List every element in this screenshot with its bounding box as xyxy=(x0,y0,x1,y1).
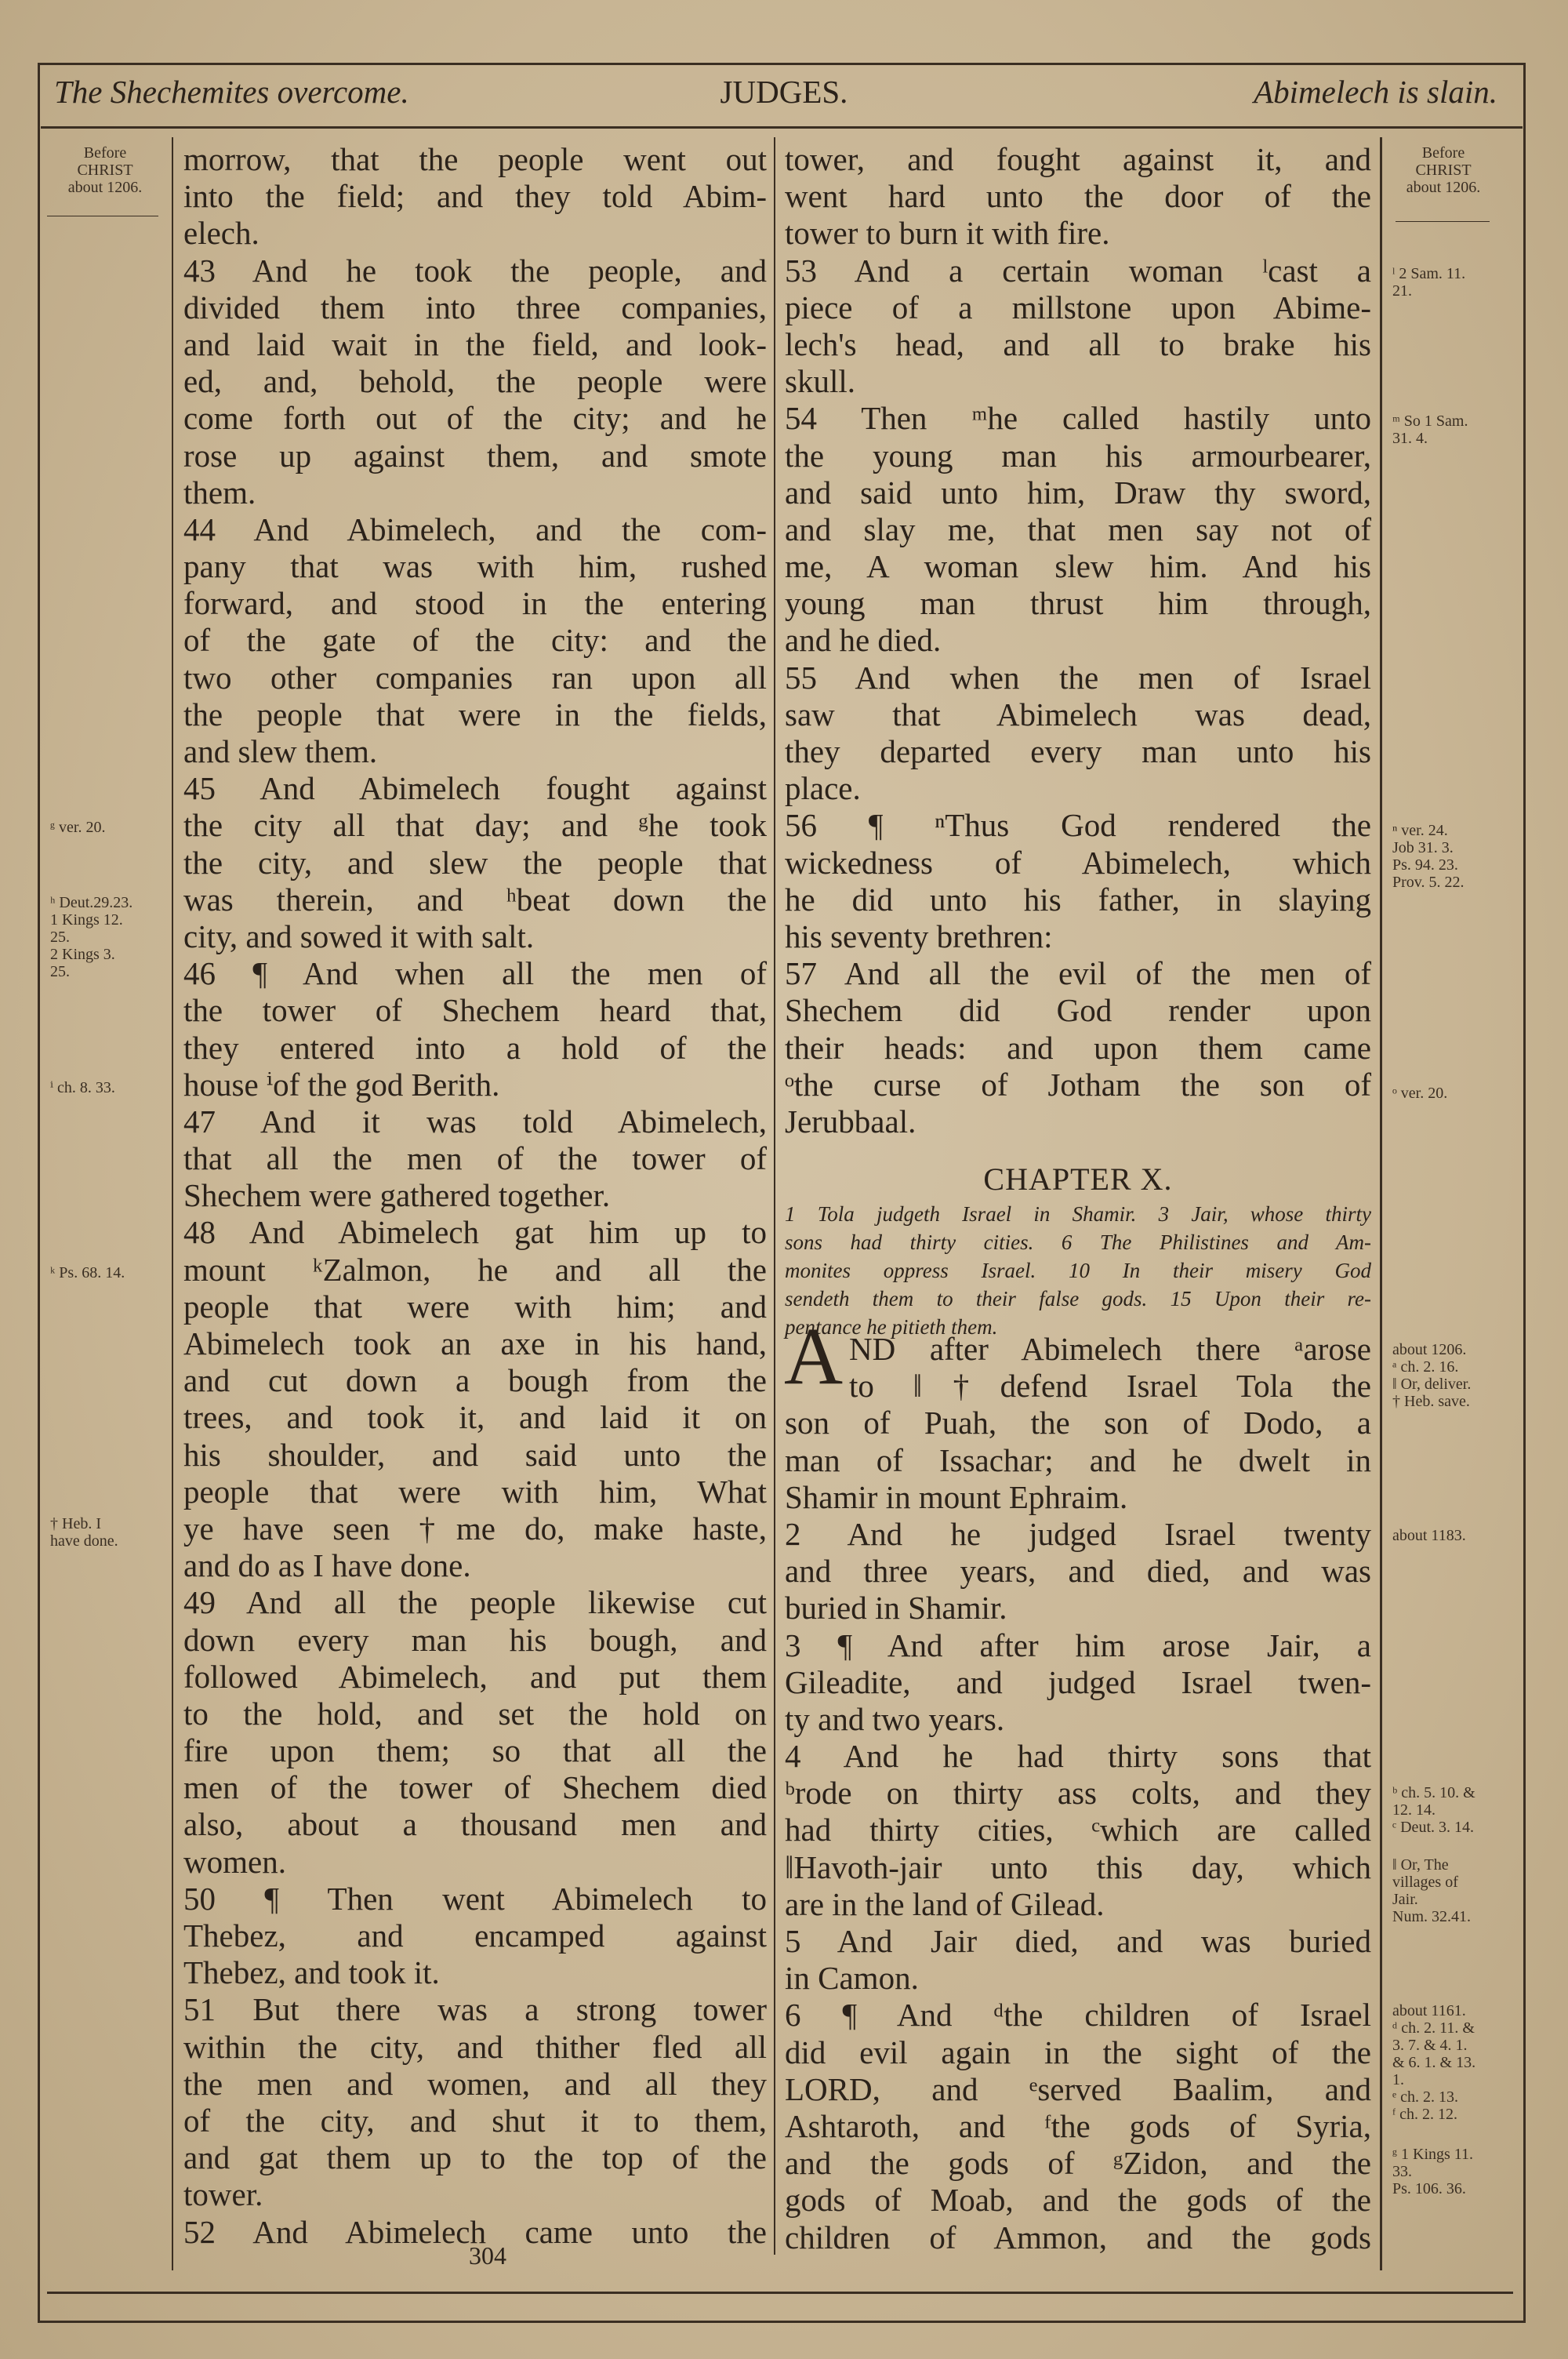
text-line: Shamir in mount Ephraim. xyxy=(785,1478,1128,1515)
margin-note-line: ˡ 2 Sam. 11. xyxy=(1392,265,1466,282)
text-line: the city all that day; and ᵍhe took xyxy=(183,807,767,844)
right-text-column xyxy=(785,141,1371,1140)
margin-note-line: about 1206. xyxy=(1392,1341,1467,1358)
text-line: 55 And when the men of Israel xyxy=(785,659,1371,696)
text-line: 45 And Abimelech fought against xyxy=(183,770,767,807)
margin-note xyxy=(1392,413,1468,447)
text-line: fire upon them; so that all the xyxy=(183,1732,767,1769)
margin-note-line: ᵇ ch. 5. 10. & xyxy=(1392,1784,1475,1801)
margin-note xyxy=(1392,2002,1475,2123)
margin-note-line: Job 31. 3. xyxy=(1392,839,1454,856)
text-line: lech's head, and all to brake his xyxy=(785,325,1371,362)
margin-note xyxy=(1392,1856,1471,1925)
text-line: sendeth them to their false gods. 15 Upon their re- xyxy=(785,1287,1371,1310)
text-line: ty and two years. xyxy=(785,1700,1005,1737)
text-line: the young man his armourbearer, xyxy=(785,437,1371,474)
text-line: 43 And he took the people, and xyxy=(183,252,767,289)
text-line: ND after Abimelech there ᵃarose xyxy=(849,1331,1371,1367)
text-line: his seventy brethren: xyxy=(785,918,1053,954)
text-line: Gileadite, and judged Israel twen- xyxy=(785,1663,1371,1700)
text-line: Jerubbaal. xyxy=(785,1103,916,1140)
text-line: and three years, and died, and was xyxy=(785,1553,1371,1590)
margin-note xyxy=(1392,2146,1473,2197)
text-line: that all the men of the tower of xyxy=(183,1140,767,1177)
text-line: did evil again in the sight of the xyxy=(785,2034,1371,2070)
text-line: 52 And Abimelech came unto the xyxy=(183,2213,767,2250)
margin-note-line: ᵒ ver. 20. xyxy=(1392,1085,1448,1102)
text-line: 53 And a certain woman ˡcast a xyxy=(785,252,1371,289)
text-line: ye have seen †me do, make haste, xyxy=(183,1510,767,1547)
text-line: their heads: and upon them came xyxy=(785,1029,1371,1066)
text-line: 4 And he had thirty sons that xyxy=(785,1738,1371,1775)
margin-note-line: & 6. 1. & 13. xyxy=(1392,2054,1476,2071)
chapter-text xyxy=(785,1331,1371,2256)
text-line: the men and women, and all they xyxy=(183,2065,767,2102)
text-line: ᵒthe curse of Jotham the son of xyxy=(785,1066,1371,1103)
margin-note-line: 1 Kings 12. xyxy=(50,911,123,929)
margin-note-line: ᶜ Deut. 3. 14. xyxy=(1392,1819,1474,1836)
margin-note-line: about 1206. xyxy=(1406,179,1481,196)
margin-note-line: ᵍ ver. 20. xyxy=(50,819,106,836)
margin-note xyxy=(50,819,105,836)
text-line: rose up against them, and smote xyxy=(183,437,767,474)
margin-note-line: 1. xyxy=(1392,2071,1404,2088)
text-line: pentance he pitieth them. xyxy=(785,1315,998,1339)
text-line: 51 But there was a strong tower xyxy=(183,1991,767,2028)
margin-note xyxy=(50,894,132,980)
margin-note-line: 31. 4. xyxy=(1392,430,1428,447)
text-line: had thirty cities, ᶜwhich are called xyxy=(785,1812,1371,1848)
text-line: gods of Moab, and the gods of the xyxy=(785,2182,1371,2219)
margin-note xyxy=(1392,1341,1471,1410)
text-line: and slew them. xyxy=(183,733,378,769)
text-line: elech. xyxy=(183,215,260,252)
text-line: children of Ammon, and the gods xyxy=(785,2219,1371,2255)
margin-note-line: 21. xyxy=(1392,282,1412,300)
margin-note xyxy=(1392,1784,1475,1836)
margin-note-line: Before xyxy=(83,144,127,162)
text-line: 1 Tola judgeth Israel in Shamir. 3 Jair, whose thirty xyxy=(785,1202,1371,1226)
text-line: divided them into three companies, xyxy=(183,289,767,325)
text-line: wickedness of Abimelech, which xyxy=(785,844,1371,881)
text-line: come forth out of the city; and he xyxy=(183,400,767,437)
text-line: son of Puah, the son of Dodo, a xyxy=(785,1405,1371,1441)
text-line: 44 And Abimelech, and the com- xyxy=(183,511,767,547)
text-line: the tower of Shechem heard that, xyxy=(183,992,767,1029)
margin-note-line: ʰ Deut.29.23. xyxy=(50,894,133,911)
text-line: 57 And all the evil of the men of xyxy=(785,955,1371,992)
text-line: Shechem did God render upon xyxy=(785,992,1371,1029)
margin-note-line: 2 Kings 3. xyxy=(50,946,115,963)
right-date-rule xyxy=(1396,221,1490,222)
margin-note-line: about 1161. xyxy=(1392,2002,1466,2019)
text-line: forward, and stood in the entering xyxy=(183,585,767,622)
text-line: LORD, and ᵉserved Baalim, and xyxy=(785,2070,1371,2107)
margin-note-line: CHRIST xyxy=(1415,162,1472,179)
text-line: Ashtaroth, and ᶠthe gods of Syria, xyxy=(785,2107,1371,2144)
text-line: young man thrust him through, xyxy=(785,585,1371,622)
text-line: 54 Then ᵐhe called hastily unto xyxy=(785,400,1371,437)
center-column-rule xyxy=(774,137,775,2255)
text-line: 48 And Abimelech gat him up to xyxy=(183,1214,767,1251)
text-line: and he died. xyxy=(785,622,942,659)
margin-note-line: ⁱ ch. 8. 33. xyxy=(50,1079,115,1096)
text-line: his shoulder, and said unto the xyxy=(183,1436,767,1473)
text-line: saw that Abimelech was dead, xyxy=(785,696,1371,732)
margin-note xyxy=(1392,1085,1447,1102)
text-line: also, about a thousand men and xyxy=(183,1806,767,1843)
text-line: piece of a millstone upon Abime- xyxy=(785,289,1371,325)
text-line: and do as I have done. xyxy=(183,1547,471,1584)
margin-note-line: ᵉ ch. 2. 13. xyxy=(1392,2088,1459,2106)
margin-note-line: villages of xyxy=(1392,1874,1458,1891)
text-line: into the field; and they told Abim- xyxy=(183,178,767,215)
drop-cap: A xyxy=(784,1311,844,1401)
text-line: ᵇrode on thirty ass colts, and they xyxy=(785,1775,1371,1812)
margin-note xyxy=(50,1079,115,1096)
margin-note-line: ᵏ Ps. 68. 14. xyxy=(50,1264,125,1281)
text-line: 47 And it was told Abimelech, xyxy=(183,1103,767,1140)
text-line: 49 And all the people likewise cut xyxy=(183,1584,767,1621)
text-line: 2 And he judged Israel twenty xyxy=(785,1515,1371,1552)
text-line: Thebez, and encamped against xyxy=(183,1917,767,1954)
margin-note-line: ᶠ ch. 2. 12. xyxy=(1392,2106,1458,2123)
right-margin-rule xyxy=(1380,137,1382,2270)
text-line: and laid wait in the field, and look- xyxy=(183,325,767,362)
text-line: trees, and took it, and laid it on xyxy=(183,1399,767,1436)
text-line: the people that were in the fields, xyxy=(183,696,767,732)
text-line: Thebez, and took it. xyxy=(183,1954,440,1991)
header-rule xyxy=(41,126,1523,129)
margin-note xyxy=(50,1515,118,1550)
margin-note-line: 3. 7. & 4. 1. xyxy=(1392,2037,1468,2054)
margin-note-line: 25. xyxy=(50,963,70,980)
chapter-summary xyxy=(785,1200,1371,1341)
text-line: the city, and slew the people that xyxy=(183,844,767,881)
text-line: monites oppress Israel. 10 In their misery God xyxy=(785,1259,1371,1282)
text-line: house ⁱof the god Berith. xyxy=(183,1066,500,1103)
text-line: buried in Shamir. xyxy=(785,1590,1007,1627)
text-line: people that were with him, What xyxy=(183,1473,767,1510)
text-line: city, and sowed it with salt. xyxy=(183,918,535,954)
margin-note-line: Jair. xyxy=(1392,1891,1418,1908)
text-line: and slay me, that men say not of xyxy=(785,511,1371,547)
text-line: was therein, and ʰbeat down the xyxy=(183,881,767,918)
page-number: 304 xyxy=(469,2241,506,2270)
text-line: of the gate of the city: and the xyxy=(183,622,767,659)
running-head-left: The Shechemites overcome. xyxy=(54,74,409,110)
running-head-right: Abimelech is slain. xyxy=(1254,74,1497,110)
margin-note-line: † Heb. I xyxy=(50,1515,101,1532)
margin-note-line: ᵈ ch. 2. 11. & xyxy=(1392,2019,1475,2037)
text-line: 46 ¶ And when all the men of xyxy=(183,955,767,992)
left-margin-rule xyxy=(172,137,173,2270)
text-line: to the hold, and set the hold on xyxy=(183,1695,767,1732)
text-line: pany that was with him, rushed xyxy=(183,548,767,585)
text-line: me, A woman slew him. And his xyxy=(785,548,1371,585)
margin-note-line: 12. 14. xyxy=(1392,1801,1436,1819)
margin-note-line: Before xyxy=(1421,144,1465,162)
text-line: to ‖†defend Israel Tola the xyxy=(849,1368,1371,1405)
text-line: Abimelech took an axe in his hand, xyxy=(183,1325,767,1361)
margin-note xyxy=(1392,1527,1466,1544)
margin-note-line: 25. xyxy=(50,929,70,946)
text-line: 56 ¶ ⁿThus God rendered the xyxy=(785,807,1371,844)
text-line: 5 And Jair died, and was buried xyxy=(785,1923,1371,1959)
margin-note-line: ‖ Or, The xyxy=(1392,1856,1449,1874)
text-line: and gat them up to the top of the xyxy=(183,2139,767,2176)
text-line: and cut down a bough from the xyxy=(183,1362,767,1399)
text-line: down every man his bough, and xyxy=(183,1621,767,1658)
margin-note-line: ‖ Or, deliver. xyxy=(1392,1376,1472,1393)
margin-note-line: Ps. 94. 23. xyxy=(1392,856,1458,874)
text-line: sons had thirty cities. 6 The Philistines and Am- xyxy=(785,1230,1371,1254)
text-line: morrow, that the people went out xyxy=(183,141,767,177)
margin-note-line: ᵐ So 1 Sam. xyxy=(1392,413,1468,430)
chapter-heading: CHAPTER X. xyxy=(983,1161,1173,1197)
margin-note-line: about 1183. xyxy=(1392,1527,1466,1544)
margin-note xyxy=(50,1264,125,1281)
text-line: place. xyxy=(785,770,861,807)
margin-note-line: Num. 32.41. xyxy=(1392,1908,1471,1925)
margin-note-line: about 1206. xyxy=(67,179,143,196)
text-line: man of Issachar; and he dwelt in xyxy=(785,1441,1371,1478)
text-line: ed, and, behold, the people were xyxy=(183,363,767,400)
footer-rule xyxy=(47,2292,1513,2294)
text-line: Shechem were gathered together. xyxy=(183,1177,611,1214)
margin-note-line: have done. xyxy=(50,1532,118,1550)
text-line: and the gods of ᵍZidon, and the xyxy=(785,2145,1371,2182)
margin-note-line: CHRIST xyxy=(77,162,133,179)
margin-note xyxy=(1392,265,1465,300)
margin-note-line: ⁿ ver. 24. xyxy=(1392,822,1448,839)
text-line: them. xyxy=(183,474,256,511)
text-line: two other companies ran upon all xyxy=(183,659,767,696)
text-line: of the city, and shut it to them, xyxy=(183,2102,767,2139)
margin-note-line: † Heb. save. xyxy=(1392,1393,1470,1410)
margin-note xyxy=(50,144,160,196)
text-line: ‖Havoth-jair unto this day, which xyxy=(785,1848,1371,1885)
margin-note-line: 33. xyxy=(1392,2163,1412,2180)
margin-note xyxy=(1392,144,1494,196)
text-line: 3 ¶ And after him arose Jair, a xyxy=(785,1627,1371,1663)
text-line: they departed every man unto his xyxy=(785,733,1371,769)
margin-note xyxy=(1392,822,1464,891)
text-line: mount ᵏZalmon, he and all the xyxy=(183,1251,767,1288)
text-line: tower, and fought against it, and xyxy=(785,141,1371,177)
text-line: they entered into a hold of the xyxy=(183,1029,767,1066)
text-line: in Camon. xyxy=(785,1960,919,1997)
running-head-book: JUDGES. xyxy=(720,74,848,110)
text-line: tower. xyxy=(183,2176,263,2213)
margin-note-line: Ps. 106. 36. xyxy=(1392,2180,1466,2197)
text-line: people that were with him; and xyxy=(183,1288,767,1325)
text-line: are in the land of Gilead. xyxy=(785,1885,1105,1922)
margin-note-line: ᵍ 1 Kings 11. xyxy=(1392,2146,1474,2163)
left-text-column xyxy=(183,141,767,2251)
text-line: men of the tower of Shechem died xyxy=(183,1769,767,1806)
text-line: followed Abimelech, and put them xyxy=(183,1658,767,1695)
text-line: 50 ¶ Then went Abimelech to xyxy=(183,1880,767,1917)
margin-note-line: Prov. 5. 22. xyxy=(1392,874,1465,891)
margin-note-line: ᵃ ch. 2. 16. xyxy=(1392,1358,1459,1376)
text-line: went hard unto the door of the xyxy=(785,178,1371,215)
text-line: skull. xyxy=(785,363,855,400)
text-line: he did unto his father, in slaying xyxy=(785,881,1371,918)
text-line: and said unto him, Draw thy sword, xyxy=(785,474,1371,511)
text-line: within the city, and thither fled all xyxy=(183,2028,767,2065)
text-line: 6 ¶ And ᵈthe children of Israel xyxy=(785,1997,1371,2034)
text-line: women. xyxy=(183,1843,286,1880)
text-line: tower to burn it with fire. xyxy=(785,215,1110,252)
